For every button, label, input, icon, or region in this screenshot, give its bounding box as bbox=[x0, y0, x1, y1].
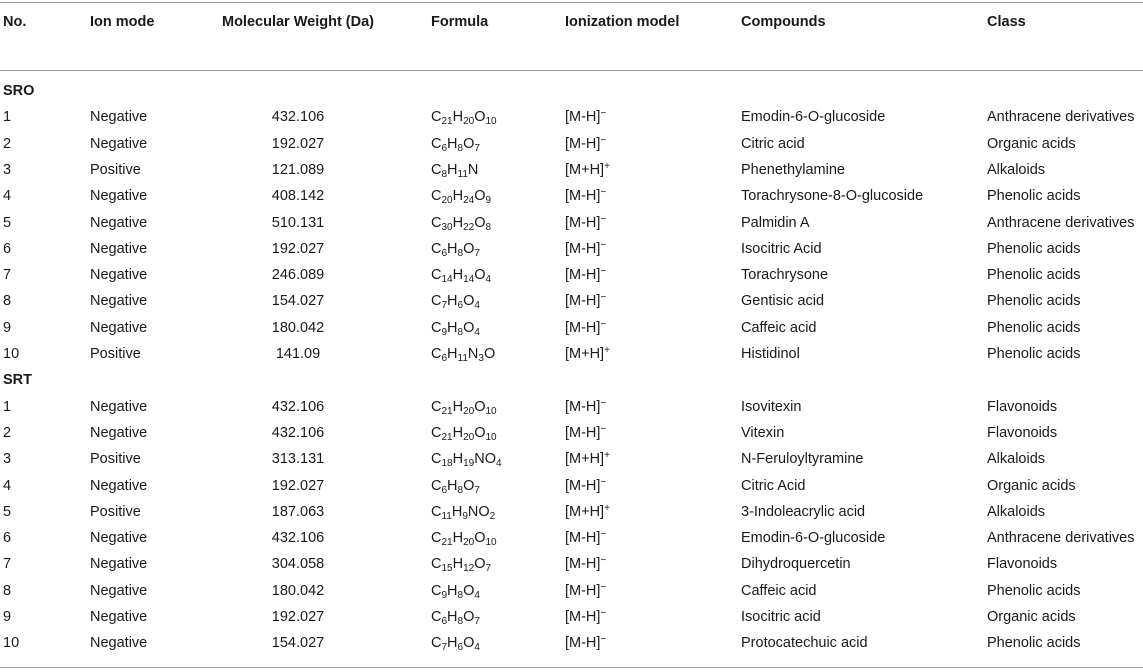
cell-ion-mode: Positive bbox=[90, 451, 141, 467]
cell-formula: $C_{21}H_{20}O_{10}$ bbox=[431, 109, 497, 127]
cell-formula: $C_6H_8O_7$ bbox=[431, 478, 480, 496]
cell-class: Phenolic acids bbox=[987, 583, 1081, 599]
cell-class: Alkaloids bbox=[987, 162, 1046, 178]
cell-compound: 3-Indoleacrylic acid bbox=[741, 504, 866, 520]
cell-ionization-model: [M-H]− bbox=[565, 240, 607, 257]
table-row bbox=[0, 236, 1143, 262]
cell-no: 3 bbox=[3, 162, 12, 178]
cell-ionization-model: [M-H]− bbox=[565, 477, 607, 494]
cell-ion-mode: Negative bbox=[90, 109, 148, 125]
cell-ion-mode: Positive bbox=[90, 162, 141, 178]
cell-ionization-model: [M-H]− bbox=[565, 555, 607, 572]
cell-molecular-weight: 192.027 bbox=[271, 241, 325, 257]
cell-no: 7 bbox=[3, 267, 12, 283]
table-row bbox=[0, 630, 1143, 656]
cell-formula: $C_6H_8O_7$ bbox=[431, 136, 480, 154]
cell-ion-mode: Negative bbox=[90, 556, 148, 572]
cell-no: 9 bbox=[3, 320, 12, 336]
cell-ion-mode: Negative bbox=[90, 267, 148, 283]
cell-ionization-model: [M+H]+ bbox=[565, 161, 610, 178]
cell-compound: Citric acid bbox=[741, 136, 805, 152]
cell-compound: Isocitric Acid bbox=[741, 241, 822, 257]
cell-ionization-model: [M-H]− bbox=[565, 608, 607, 625]
cell-formula: $C_7H_6O_4$ bbox=[431, 635, 480, 653]
cell-formula: $C_{21}H_{20}O_{10}$ bbox=[431, 399, 497, 417]
cell-no: 1 bbox=[3, 109, 12, 125]
cell-ionization-model: [M-H]− bbox=[565, 214, 607, 231]
cell-formula: $C_{21}H_{20}O_{10}$ bbox=[431, 425, 497, 443]
cell-ionization-model: [M-H]− bbox=[565, 634, 607, 651]
cell-molecular-weight: 141.09 bbox=[275, 346, 321, 362]
table-row bbox=[0, 104, 1143, 130]
table-row bbox=[0, 210, 1143, 236]
cell-molecular-weight: 192.027 bbox=[271, 136, 325, 152]
table-row bbox=[0, 446, 1143, 472]
cell-formula: $C_6H_8O_7$ bbox=[431, 609, 480, 627]
header-row bbox=[0, 9, 1143, 35]
header-class: Class bbox=[987, 14, 1026, 30]
table-row bbox=[0, 578, 1143, 604]
cell-no: 6 bbox=[3, 530, 12, 546]
cell-ion-mode: Negative bbox=[90, 530, 148, 546]
cell-ion-mode: Negative bbox=[90, 320, 148, 336]
cell-no: 4 bbox=[3, 478, 12, 494]
cell-no: 10 bbox=[3, 635, 20, 651]
cell-no: 4 bbox=[3, 188, 12, 204]
cell-compound: Torachrysone-8-O-glucoside bbox=[741, 188, 924, 204]
cell-formula: $C_6H_{11}N_3O$ bbox=[431, 346, 496, 364]
cell-no: 5 bbox=[3, 215, 12, 231]
cell-formula: $C_{18}H_{19}NO_4$ bbox=[431, 451, 502, 469]
cell-compound: Citric Acid bbox=[741, 478, 806, 494]
cell-no: 2 bbox=[3, 425, 12, 441]
cell-ionization-model: [M+H]+ bbox=[565, 503, 610, 520]
cell-ionization-model: [M-H]− bbox=[565, 135, 607, 152]
cell-ion-mode: Negative bbox=[90, 478, 148, 494]
cell-ionization-model: [M-H]− bbox=[565, 424, 607, 441]
cell-ion-mode: Negative bbox=[90, 583, 148, 599]
cell-class: Phenolic acids bbox=[987, 188, 1081, 204]
cell-ionization-model: [M-H]− bbox=[565, 398, 607, 415]
cell-formula: $C_{14}H_{14}O_4$ bbox=[431, 267, 492, 285]
cell-molecular-weight: 192.027 bbox=[271, 609, 325, 625]
cell-class: Phenolic acids bbox=[987, 267, 1081, 283]
cell-class: Anthracene derivatives bbox=[987, 215, 1135, 231]
header-rule bbox=[0, 70, 1143, 71]
cell-ionization-model: [M-H]− bbox=[565, 582, 607, 599]
cell-molecular-weight: 154.027 bbox=[271, 635, 325, 651]
cell-ionization-model: [M-H]− bbox=[565, 319, 607, 336]
table-row bbox=[0, 157, 1143, 183]
cell-compound: Palmidin A bbox=[741, 215, 810, 231]
cell-class: Flavonoids bbox=[987, 399, 1058, 415]
cell-no: 2 bbox=[3, 136, 12, 152]
cell-molecular-weight: 432.106 bbox=[271, 425, 325, 441]
table-row bbox=[0, 315, 1143, 341]
cell-formula: $C_7H_6O_4$ bbox=[431, 293, 480, 311]
cell-class: Phenolic acids bbox=[987, 320, 1081, 336]
cell-compound: Isovitexin bbox=[741, 399, 802, 415]
cell-ionization-model: [M-H]− bbox=[565, 266, 607, 283]
cell-ionization-model: [M-H]− bbox=[565, 187, 607, 204]
cell-no: 6 bbox=[3, 241, 12, 257]
header-ion-mode: Ion mode bbox=[90, 14, 155, 30]
cell-no: 8 bbox=[3, 293, 12, 309]
cell-class: Anthracene derivatives bbox=[987, 109, 1135, 125]
table-row bbox=[0, 525, 1143, 551]
table-row bbox=[0, 604, 1143, 630]
cell-class: Phenolic acids bbox=[987, 635, 1081, 651]
header-compounds: Compounds bbox=[741, 14, 826, 30]
cell-no: 5 bbox=[3, 504, 12, 520]
cell-molecular-weight: 432.106 bbox=[271, 530, 325, 546]
cell-no: 10 bbox=[3, 346, 20, 362]
cell-class: Phenolic acids bbox=[987, 346, 1081, 362]
cell-no: 1 bbox=[3, 399, 12, 415]
header-formula: Formula bbox=[431, 14, 489, 30]
cell-class: Alkaloids bbox=[987, 451, 1046, 467]
cell-ionization-model: [M-H]− bbox=[565, 529, 607, 546]
cell-formula: $C_{15}H_{12}O_7$ bbox=[431, 556, 492, 574]
table-row bbox=[0, 420, 1143, 446]
cell-ion-mode: Negative bbox=[90, 399, 148, 415]
header-molecular-weight: Molecular Weight (Da) bbox=[222, 14, 374, 30]
cell-molecular-weight: 187.063 bbox=[271, 504, 325, 520]
cell-class: Organic acids bbox=[987, 609, 1076, 625]
cell-compound: Emodin-6-O-glucoside bbox=[741, 109, 886, 125]
cell-ion-mode: Positive bbox=[90, 504, 141, 520]
cell-no: 7 bbox=[3, 556, 12, 572]
cell-ion-mode: Negative bbox=[90, 609, 148, 625]
cell-class: Flavonoids bbox=[987, 425, 1058, 441]
cell-class: Flavonoids bbox=[987, 556, 1058, 572]
cell-molecular-weight: 154.027 bbox=[271, 293, 325, 309]
cell-class: Organic acids bbox=[987, 136, 1076, 152]
cell-compound: Histidinol bbox=[741, 346, 800, 362]
cell-compound: Gentisic acid bbox=[741, 293, 825, 309]
table-row bbox=[0, 473, 1143, 499]
table-row bbox=[0, 262, 1143, 288]
bottom-rule bbox=[0, 667, 1143, 668]
table-row bbox=[0, 551, 1143, 577]
cell-compound: N-Feruloyltyramine bbox=[741, 451, 864, 467]
cell-molecular-weight: 432.106 bbox=[271, 109, 325, 125]
header-no: No. bbox=[3, 14, 27, 30]
cell-class: Phenolic acids bbox=[987, 241, 1081, 257]
table-row bbox=[0, 341, 1143, 367]
table-row bbox=[0, 131, 1143, 157]
cell-compound: Caffeic acid bbox=[741, 320, 817, 336]
section-name: SRO bbox=[3, 83, 35, 99]
cell-molecular-weight: 313.131 bbox=[271, 451, 325, 467]
cell-no: 3 bbox=[3, 451, 12, 467]
cell-compound: Phenethylamine bbox=[741, 162, 845, 178]
cell-ion-mode: Negative bbox=[90, 136, 148, 152]
cell-compound: Torachrysone bbox=[741, 267, 829, 283]
cell-molecular-weight: 180.042 bbox=[271, 320, 325, 336]
cell-class: Alkaloids bbox=[987, 504, 1046, 520]
cell-compound: Caffeic acid bbox=[741, 583, 817, 599]
cell-formula: $C_6H_8O_7$ bbox=[431, 241, 480, 259]
cell-ion-mode: Positive bbox=[90, 346, 141, 362]
cell-ionization-model: [M+H]+ bbox=[565, 450, 610, 467]
cell-molecular-weight: 510.131 bbox=[271, 215, 325, 231]
cell-formula: $C_9H_8O_4$ bbox=[431, 583, 480, 601]
cell-ionization-model: [M-H]− bbox=[565, 292, 607, 309]
cell-formula: $C_8H_{11}N$ bbox=[431, 162, 479, 180]
cell-ion-mode: Negative bbox=[90, 241, 148, 257]
table-row bbox=[0, 288, 1143, 314]
cell-molecular-weight: 246.089 bbox=[271, 267, 325, 283]
table-row bbox=[0, 499, 1143, 525]
cell-no: 8 bbox=[3, 583, 12, 599]
section-name: SRT bbox=[3, 372, 32, 388]
section-heading bbox=[0, 78, 1143, 104]
cell-ionization-model: [M-H]− bbox=[565, 108, 607, 125]
table-row bbox=[0, 183, 1143, 209]
cell-ion-mode: Negative bbox=[90, 215, 148, 231]
section-heading bbox=[0, 367, 1143, 393]
cell-ion-mode: Negative bbox=[90, 293, 148, 309]
cell-formula: $C_{11}H_9NO_2$ bbox=[431, 504, 496, 522]
cell-class: Organic acids bbox=[987, 478, 1076, 494]
cell-class: Phenolic acids bbox=[987, 293, 1081, 309]
cell-formula: $C_{20}H_{24}O_9$ bbox=[431, 188, 492, 206]
table-row bbox=[0, 394, 1143, 420]
cell-no: 9 bbox=[3, 609, 12, 625]
cell-molecular-weight: 408.142 bbox=[271, 188, 325, 204]
cell-compound: Emodin-6-O-glucoside bbox=[741, 530, 886, 546]
top-rule bbox=[0, 2, 1143, 3]
cell-molecular-weight: 432.106 bbox=[271, 399, 325, 415]
cell-compound: Isocitric acid bbox=[741, 609, 821, 625]
cell-molecular-weight: 121.089 bbox=[271, 162, 325, 178]
header-ionization-model: Ionization model bbox=[565, 14, 680, 30]
cell-ionization-model: [M+H]+ bbox=[565, 345, 610, 362]
cell-molecular-weight: 180.042 bbox=[271, 583, 325, 599]
cell-molecular-weight: 192.027 bbox=[271, 478, 325, 494]
cell-formula: $C_9H_8O_4$ bbox=[431, 320, 480, 338]
cell-ion-mode: Negative bbox=[90, 635, 148, 651]
cell-compound: Vitexin bbox=[741, 425, 785, 441]
cell-ion-mode: Negative bbox=[90, 425, 148, 441]
cell-compound: Dihydroquercetin bbox=[741, 556, 851, 572]
cell-formula: $C_{30}H_{22}O_8$ bbox=[431, 215, 492, 233]
cell-class: Anthracene derivatives bbox=[987, 530, 1135, 546]
cell-ion-mode: Negative bbox=[90, 188, 148, 204]
cell-compound: Protocatechuic acid bbox=[741, 635, 868, 651]
cell-molecular-weight: 304.058 bbox=[271, 556, 325, 572]
cell-formula: $C_{21}H_{20}O_{10}$ bbox=[431, 530, 497, 548]
